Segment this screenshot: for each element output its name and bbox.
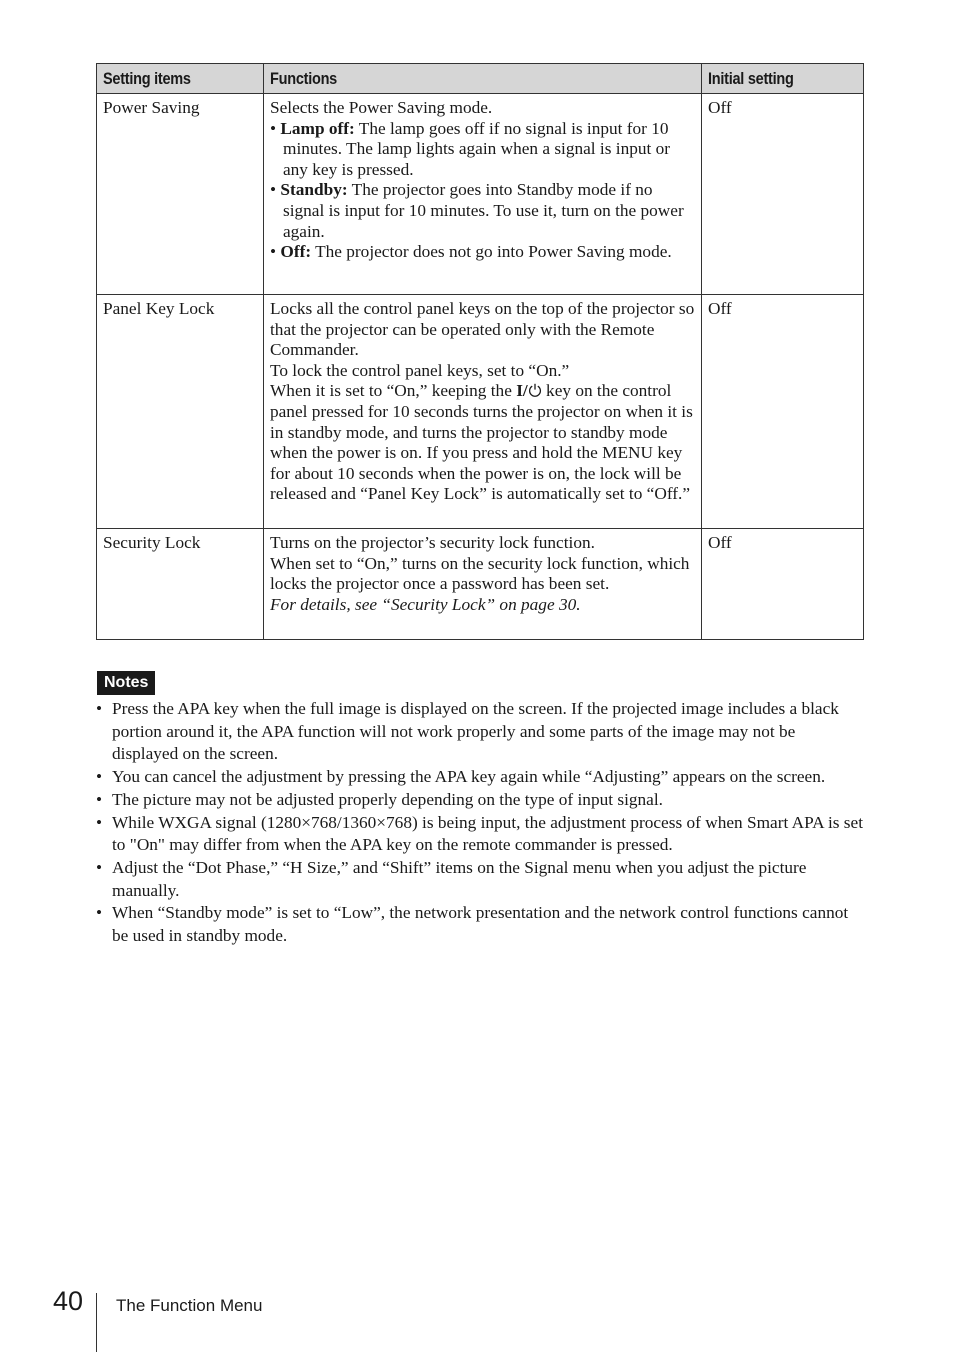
list-item: • While WXGA signal (1280×768/1360×768) is being input, the adjustment process of when Smart APA is set to "On" may differ from when the APA key on the remote commander is pressed. (96, 812, 864, 857)
list-item: • When “Standby mode” is set to “Low”, the network presentation and the network control functions cannot be used in standby mode. (96, 902, 864, 947)
table-row (97, 94, 864, 295)
list-item: • You can cancel the adjustment by pressing the APA key again while “Adjusting” appears on the screen. (96, 766, 864, 789)
bullet-text: The lamp goes off if no signal is input for 10 minutes. The lamp lights again when a signal is input or any key is pressed. (283, 118, 671, 179)
setting-initial-value: Off (702, 295, 864, 529)
power-standby-icon (528, 383, 542, 397)
function-line (270, 381, 695, 505)
power-text-after: key on the control panel pressed for 10 seconds turns the projector on when it is in standby mode, and turns the projector to standby mode when the power is on. If you press and hold the MENU key for about 10 seconds when the power is on, the lock will be released and “Panel Key Lock” is automatically set to “Off.” (270, 381, 693, 504)
header-initial-setting: Initial setting (702, 64, 864, 94)
list-item: • The picture may not be adjusted properly depending on the type of input signal. (96, 789, 864, 812)
setting-initial-value: Off (702, 94, 864, 295)
header-functions: Functions (264, 64, 702, 94)
table-header-row (97, 64, 864, 94)
notes-list (96, 698, 864, 948)
setting-function-text (264, 529, 702, 640)
bullet-term: Off: (280, 242, 312, 262)
bullet-text: The projector goes into Standby mode if no signal is input for 10 minutes. To use it, turn on the power again. (283, 180, 684, 241)
setting-initial-value: Off (702, 529, 864, 640)
settings-table (96, 63, 864, 640)
function-line: When set to “On,” turns on the security lock function, which locks the projector once a password has been set. (270, 553, 690, 594)
table-row (97, 295, 864, 529)
list-item: • Adjust the “Dot Phase,” “H Size,” and “Shift” items on the Signal menu when you adjust the picture manually. (96, 857, 864, 902)
power-text-before: When it is set to “On,” keeping the (270, 381, 517, 401)
setting-function-text (264, 94, 702, 295)
page-number: 40 (53, 1286, 84, 1316)
setting-function-text (264, 295, 702, 529)
section-title: The Function Menu (116, 1296, 263, 1315)
bullet-text: The projector does not go into Power Saving mode. (311, 242, 672, 262)
bullet-item: • Lamp off: The lamp goes off if no signal is input for 10 minutes. The lamp lights again when a signal is input or any key is pressed. (270, 118, 671, 179)
function-line: Turns on the projector’s security lock function. (270, 533, 595, 552)
power-key-label: I/ (516, 381, 528, 401)
function-reference: For details, see “Security Lock” on page 30. (270, 594, 581, 614)
header-setting-items: Setting items (97, 64, 264, 94)
setting-item-name: Panel Key Lock (97, 295, 264, 529)
bullet-item: • Off: The projector does not go into Power Saving mode. (270, 242, 672, 262)
bullet-term: Lamp off: (280, 118, 355, 138)
setting-item-name: Power Saving (97, 94, 264, 295)
function-line: Locks all the control panel keys on the top of the projector so that the projector can be operated only with the Remote Commander. (270, 299, 695, 360)
function-intro: Selects the Power Saving mode. (270, 98, 493, 117)
bullet-item: • Standby: The projector goes into Standby mode if no signal is input for 10 minutes. To use it, turn on the power again. (270, 180, 684, 241)
bullet-term: Standby: (280, 180, 348, 200)
notes-label: Notes (97, 671, 155, 695)
setting-item-name: Security Lock (97, 529, 264, 640)
footer-divider (96, 1293, 97, 1352)
function-line: To lock the control panel keys, set to “On.” (270, 360, 570, 380)
list-item: • Press the APA key when the full image is displayed on the screen. If the projected image includes a black portion around it, the APA function will not work properly and some parts of the image may not be displayed on the screen. (96, 698, 864, 766)
table-row (97, 529, 864, 640)
